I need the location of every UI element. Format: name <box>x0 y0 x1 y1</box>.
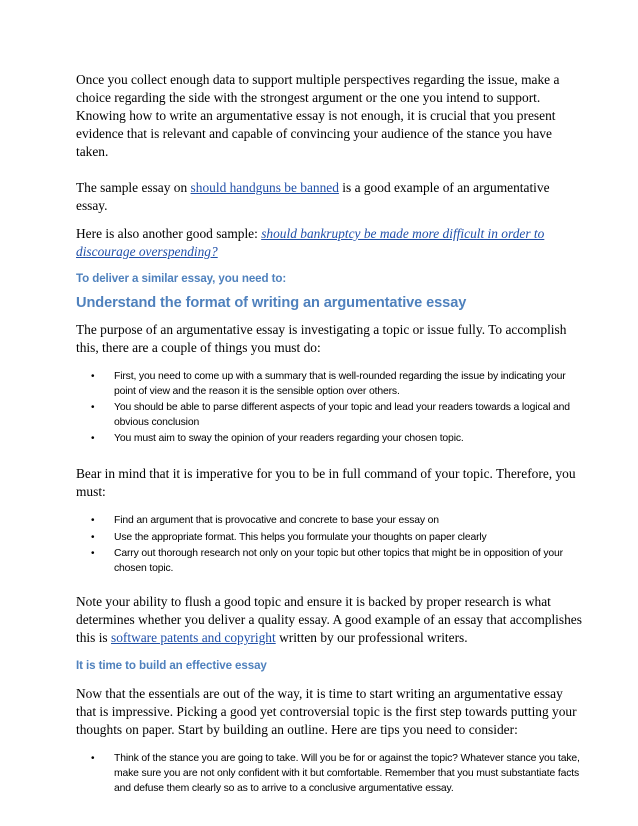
sample-text-before: The sample essay on <box>76 180 191 195</box>
tips-list <box>76 752 582 796</box>
list-item: • You must aim to sway the opinion of your readers regarding your chosen topic. <box>76 432 582 447</box>
bullet-icon: • <box>91 371 95 382</box>
list-item: • Think of the stance you are going to take. Will you be for or against the topic? Whatever stance you take, make sure you are not only confident with it but comfortable. Remember that you must substantiate facts and defuse them clearly so as to arrive to a conclusive argumentative essay. <box>91 753 580 794</box>
handguns-essay-link[interactable]: should handguns be banned <box>190 180 339 195</box>
software-patents-link[interactable]: software patents and copyright <box>110 630 276 646</box>
bankruptcy-essay-link[interactable]: should bankruptcy be made more difficult in order to discourage overspending? <box>76 226 545 259</box>
list-item: • Use the appropriate format. This helps you formulate your thoughts on paper clearly <box>76 531 582 546</box>
deliver-heading: To deliver a similar essay, you need to: <box>76 272 287 285</box>
list-item: • Find an argument that is provocative and concrete to base your essay on <box>76 514 582 529</box>
purpose-paragraph: The purpose of an argumentative essay is investigating a topic or issue fully. To accomplish this, there are a couple of things you must do: <box>76 322 567 355</box>
must-do-list <box>76 370 582 447</box>
another-sample-text: Here is also another good sample: <box>76 226 262 241</box>
bullet-icon: • <box>91 531 95 543</box>
format-heading: Understand the format of writing an argumentative essay <box>76 295 467 311</box>
bullet-icon: • <box>91 548 95 560</box>
note-text-before: Note your ability to flush a good topic and ensure it is backed by proper research is what determines whether you deliver a quality essay. A good example of an essay that accomplishes this is <box>76 594 582 646</box>
bullet-icon: • <box>91 402 95 414</box>
bullet-icon: • <box>91 433 95 445</box>
command-list <box>76 514 582 576</box>
another-sample-paragraph <box>76 225 582 261</box>
sample-essay-paragraph <box>76 179 582 215</box>
list-item: • You should be able to parse different aspects of your topic and lead your readers towards a logical and obvious conclusion <box>91 402 570 428</box>
essentials-paragraph: Now that the essentials are out of the way, it is time to start writing an argumentative essay that is impressive. Picking a good yet controversial topic is the first step towards putting your thoughts on paper. Start by building an outline. Here are tips you need to consider: <box>76 686 577 738</box>
bullet-icon: • <box>91 753 95 765</box>
note-paragraph <box>76 593 582 647</box>
intro-paragraph: Once you collect enough data to support multiple perspectives regarding the issue, make a choice regarding the side with the strongest argument or the one you intend to support. Knowing how to write an argumentative essay is not enough, it is crucial that you present evidence that is relevant and capable of convincing your audience of the stance you have taken. <box>76 72 560 159</box>
build-heading: It is time to build an effective essay <box>76 659 267 673</box>
list-item: • Carry out thorough research not only on your topic but other topics that might be in opposition of your chosen topic. <box>91 548 563 574</box>
bullet-icon: • <box>91 514 95 526</box>
sample-text-after: is a good example of an argumentative essay. <box>76 180 550 213</box>
list-item: • First, you need to come up with a summary that is well-rounded regarding the issue by indicating your point of view and the reason it is the sensible option over others. <box>91 371 566 397</box>
command-paragraph: Bear in mind that it is imperative for you to be in full command of your topic. Therefore, you must: <box>76 465 576 499</box>
note-text-after: written by our professional writers. <box>275 630 468 646</box>
